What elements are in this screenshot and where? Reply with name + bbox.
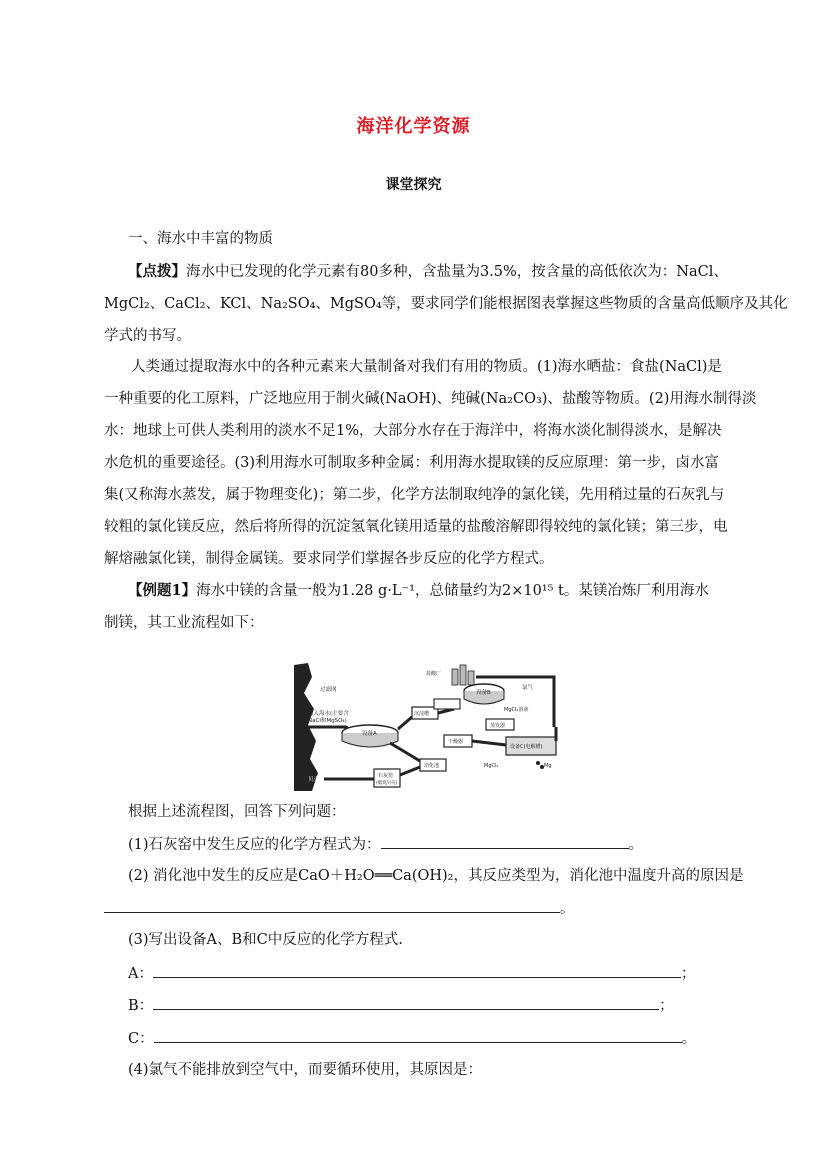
- answer-blank-1[interactable]: [381, 834, 629, 849]
- equipment-b-label: 设备B: [476, 690, 491, 696]
- intake-label-2: NaCl和MgSO₄): [308, 718, 347, 724]
- para2-line3: 水：地球上可供人类利用的淡水不足1%，大部分水存在于海洋中，将海水淡化制得淡水，是解决: [104, 423, 722, 439]
- kiln-label-2: (煅烧贝壳): [376, 781, 398, 786]
- slaker-label: 消化池: [424, 763, 440, 769]
- example1-line2: 制镁，其工业流程如下：: [104, 615, 264, 631]
- evaporator-label: 蒸发器: [490, 723, 506, 729]
- question-2-end: 。: [560, 901, 575, 917]
- example1-text1: 海水中镁的含量一般为1.28 g·L⁻¹，总储量约为2×10¹⁵ t。某镁冶炼厂利用海水: [196, 583, 709, 599]
- page-subtitle: 课堂探究: [385, 177, 442, 193]
- section-heading: 一、海水中丰富的物质: [128, 231, 273, 247]
- para1-line1: [128, 262, 748, 282]
- question-intro: 根据上述流程图，回答下列问题：: [128, 804, 346, 820]
- answer-blank-2[interactable]: [104, 898, 560, 913]
- example1-line1: [128, 581, 748, 601]
- example-tag: 【例题1】: [128, 582, 197, 599]
- answer-blank-3a[interactable]: [153, 963, 681, 978]
- question-2-answer-line: [104, 898, 724, 919]
- kiln-label: 石灰窑: [378, 773, 394, 779]
- question-3: (3)写出设备A、B和C中反应的化学方程式.: [128, 932, 403, 948]
- process-flow-figure: [294, 663, 566, 791]
- question-3-b-end: ；: [659, 998, 674, 1014]
- para2-line1: 人类通过提取海水中的各种元素来大量制备对我们有用的物质。(1)海水晒盐：食盐(NaCl)是: [131, 359, 722, 375]
- para2-line5: 集(又称海水蒸发，属于物理变化)；第二步，化学方法制取纯净的氯化镁，先用稍过量的石灰乳与: [104, 487, 725, 503]
- question-3-c-label: C：: [128, 1031, 154, 1047]
- mgcl2-label: MgCl₂: [484, 763, 499, 769]
- question-4: (4)氯气不能排放到空气中，而要循环使用，其原因是：: [128, 1062, 483, 1078]
- intake-label: 引入海水(主要含: [308, 711, 349, 717]
- equipment-a-label: 设备A: [362, 731, 377, 737]
- process-flow-svg: [294, 663, 566, 791]
- question-3-b-label: B：: [128, 998, 154, 1014]
- para1-line2: MgCl₂、CaCl₂、KCl、Na₂SO₄、MgSO₄等，要求同学们能根据图表掌握这些物质的含量高低顺序及其化: [104, 296, 788, 312]
- page-title: 海洋化学资源: [356, 116, 471, 137]
- question-1: [128, 834, 748, 855]
- equipment-c-label: 设备C(电解槽): [510, 744, 543, 750]
- question-3-c-end: 。: [681, 1031, 697, 1047]
- hcl-plant-label: 盐酸厂: [426, 671, 442, 677]
- mgcl2-solution-label: MgCl₂溶液: [504, 707, 529, 713]
- answer-blank-3b[interactable]: [153, 995, 659, 1010]
- answer-blank-3c[interactable]: [154, 1028, 682, 1043]
- mg-label: Mg: [544, 763, 552, 769]
- precip-label: 沉淀槽: [414, 711, 430, 717]
- dryer-label: 干燥器: [448, 739, 464, 745]
- question-2: (2) 消化池中发生的反应是CaO＋H₂O══Ca(OH)₂，其反应类型为，消化池中温度升高的原因是: [128, 868, 744, 884]
- question-3-a-label: A：: [128, 966, 153, 982]
- para1-line3: 学式的书写。: [104, 328, 191, 344]
- para2-line6: 较粗的氯化镁反应，然后将所得的沉淀氢氧化镁用适量的盐酸溶解即得较纯的氯化镁；第三步，电: [104, 519, 728, 535]
- chlorine-label: 氯气: [522, 685, 534, 691]
- question-1-text: (1)石灰窑中发生反应的化学方程式为：: [128, 837, 381, 853]
- question-3-a: [128, 963, 748, 984]
- filter-net-label: 过滤网: [320, 687, 337, 693]
- para2-line7: 解熔融氯化镁，制得金属镁。要求同学们掌握各步反应的化学方程式。: [104, 551, 554, 567]
- question-1-end: 。: [628, 837, 644, 853]
- para2-line2: 一种重要的化工原料，广泛地应用于制火碱(NaOH)、纯碱(Na₂CO₃)、盐酸等物质。(2)用海水制得淡: [104, 391, 757, 407]
- question-3-b: [128, 995, 748, 1016]
- shells-label: 贝壳: [308, 777, 320, 783]
- para1-text1: 海水中已发现的化学元素有80多种，含盐量为3.5%，按含量的高低依次为：NaCl、: [186, 264, 728, 280]
- tip-tag: 【点拨】: [128, 263, 186, 280]
- question-3-a-end: ；: [680, 966, 696, 982]
- filter-box: [434, 699, 460, 709]
- question-3-c: [128, 1028, 748, 1049]
- para2-line4: 水危机的重要途径。(3)利用海水可制取多种金属：利用海水提取镁的反应原理：第一步，卤水富: [104, 455, 720, 471]
